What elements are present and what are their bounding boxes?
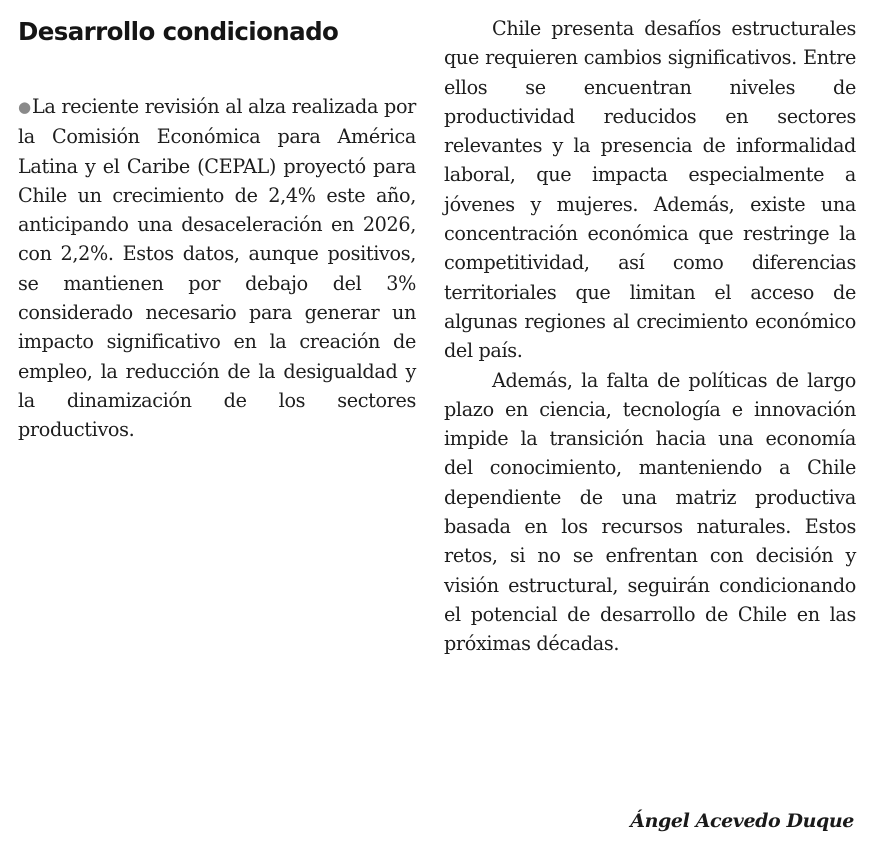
author-signature: Ángel Acevedo Duque: [630, 810, 854, 832]
article-paragraph-1: [18, 92, 416, 445]
right-column: [444, 14, 856, 659]
bullet-icon: ●: [18, 98, 31, 116]
paragraph-1-text: La reciente revisión al alza realizada por la Comisión Económica para América Latina y el Caribe (CEPAL) proyectó para Chile un crecimiento de 2,4% este año, anticipando una desaceleración en 2026, con 2,2%. Estos datos, aunque positivos, se mantienen por debajo del 3% considerado necesario para generar un impacto significativo en la creación de empleo, la reducción de la desigualdad y la dinamización de los sectores productivos.: [18, 95, 416, 442]
left-column: [18, 14, 416, 445]
article-headline: Desarrollo condicionado: [18, 17, 339, 46]
article-paragraph-3: Además, la falta de políticas de largo plazo en ciencia, tecnología e innovación impide la transición hacia una economía del conocimiento, manteniendo a Chile dependiente de una matriz productiva basada en los recursos naturales. Estos retos, si no se enfrentan con decisión y visión estructural, seguirán condicionando el potencial de desarrollo de Chile en las próximas décadas.: [444, 368, 856, 656]
article-paragraph-2: Chile presenta desafíos estructurales que requieren cambios significativos. Entre ellos se encuentran niveles de productividad reducidos en sectores relevantes y la presencia de informalidad laboral, que impacta especialmente a jóvenes y mujeres. Además, existe una concentración económica que restringe la competitividad, así como diferencias territoriales que limitan el acceso de algunas regiones al crecimiento económico del país.: [444, 17, 856, 363]
